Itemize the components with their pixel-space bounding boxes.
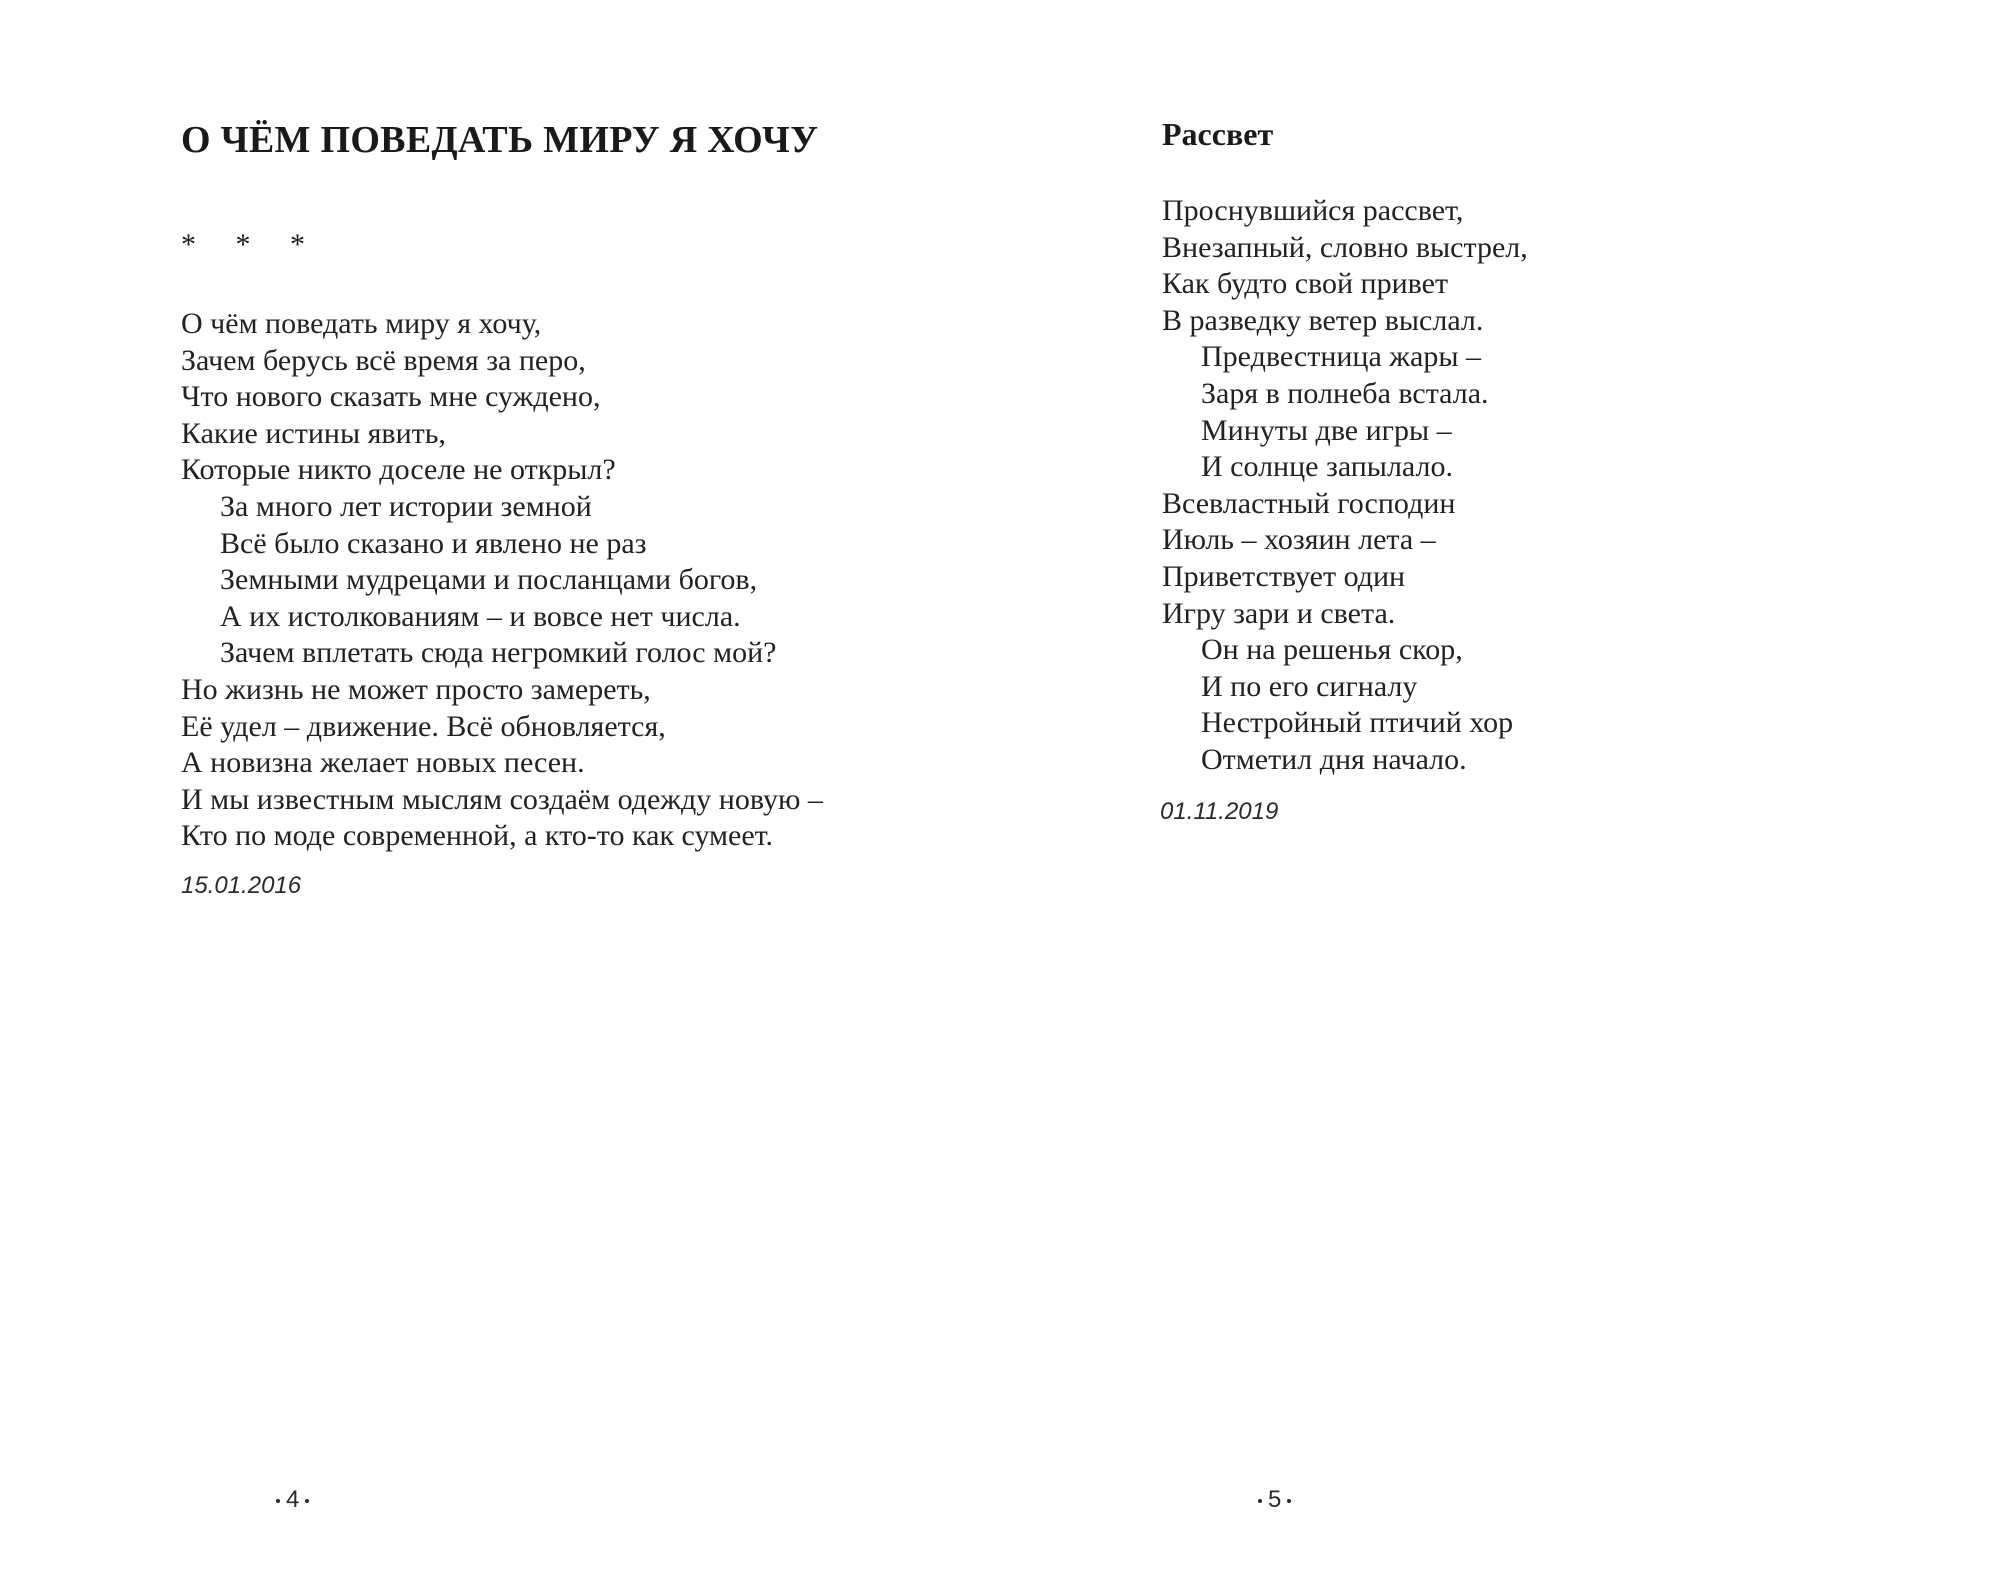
page-number [270, 1486, 315, 1514]
poem-left-body [181, 306, 823, 855]
poem-line: А новизна желает новых песен. [181, 746, 585, 780]
poem-line: Но жизнь не может просто замереть, [181, 672, 651, 706]
poem-line: И солнце запылало. [1201, 450, 1453, 484]
page-number-value: 4 [286, 1486, 300, 1513]
poem-line: Какие истины явить, [181, 416, 446, 450]
poem-line: Внезапный, словно выстрел, [1162, 230, 1528, 264]
poem-line: Зачем берусь всё время за перо, [181, 343, 586, 377]
poem-line: Июль – хозяин лета – [1162, 523, 1436, 557]
poem-separator: * * * [181, 228, 321, 261]
poem-line: Всевластный господин [1162, 486, 1456, 520]
poem-line: Её удел – движение. Всё обновляется, [181, 709, 666, 743]
poem-line: И по его сигналу [1201, 669, 1418, 703]
poem-line: Отметил дня начало. [1201, 742, 1467, 776]
page-number-dot [1287, 1499, 1291, 1503]
poem-line: Зачем вплетать сюда негромкий голос мой? [220, 636, 777, 670]
poem-right-body [1162, 193, 1528, 779]
page-number-dot [276, 1499, 280, 1503]
poem-date: 01.11.2019 [1160, 798, 1279, 825]
poem-line: Минуты две игры – [1201, 413, 1452, 447]
poem-line: Нестройный птичий хор [1201, 706, 1514, 740]
poem-line: Всё было сказано и явлено не раз [220, 526, 647, 560]
poem-line: В разведку ветер выслал. [1162, 303, 1484, 337]
poem-date: 15.01.2016 [181, 872, 302, 899]
poem-line: Земными мудрецами и посланцами богов, [220, 563, 758, 597]
poem-line: А их истолкованиям – и вовсе нет числа. [220, 599, 741, 633]
poem-line: Как будто свой привет [1162, 267, 1449, 301]
poem-line: Кто по моде современной, а кто-то как сумеет. [181, 819, 774, 853]
poem-line: Заря в полнеба встала. [1201, 376, 1489, 410]
poem-line: Приветствует один [1162, 559, 1406, 593]
page-number [1252, 1486, 1297, 1514]
poem-title: Рассвет [1162, 116, 1274, 152]
poem-line: За много лет истории земной [220, 489, 592, 523]
poem-line: Что нового сказать мне суждено, [181, 380, 601, 414]
section-title: О ЧЁМ ПОВЕДАТЬ МИРУ Я ХОЧУ [181, 119, 819, 161]
poem-line: Игру зари и света. [1162, 596, 1396, 630]
poem-line: И мы известным мыслям создаём одежду новую – [181, 782, 823, 816]
poem-line: Проснувшийся рассвет, [1162, 194, 1464, 227]
poem-line: Он на решенья скор, [1201, 633, 1463, 667]
right-page [1000, 0, 2000, 1582]
poem-line: О чём поведать миру я хочу, [181, 307, 542, 340]
page-number-dot [305, 1499, 309, 1503]
page-number-value: 5 [1268, 1486, 1282, 1513]
poem-line: Предвестница жары – [1201, 340, 1482, 374]
page-number-dot [1258, 1499, 1262, 1503]
poem-line: Которые никто доселе не открыл? [181, 453, 616, 487]
